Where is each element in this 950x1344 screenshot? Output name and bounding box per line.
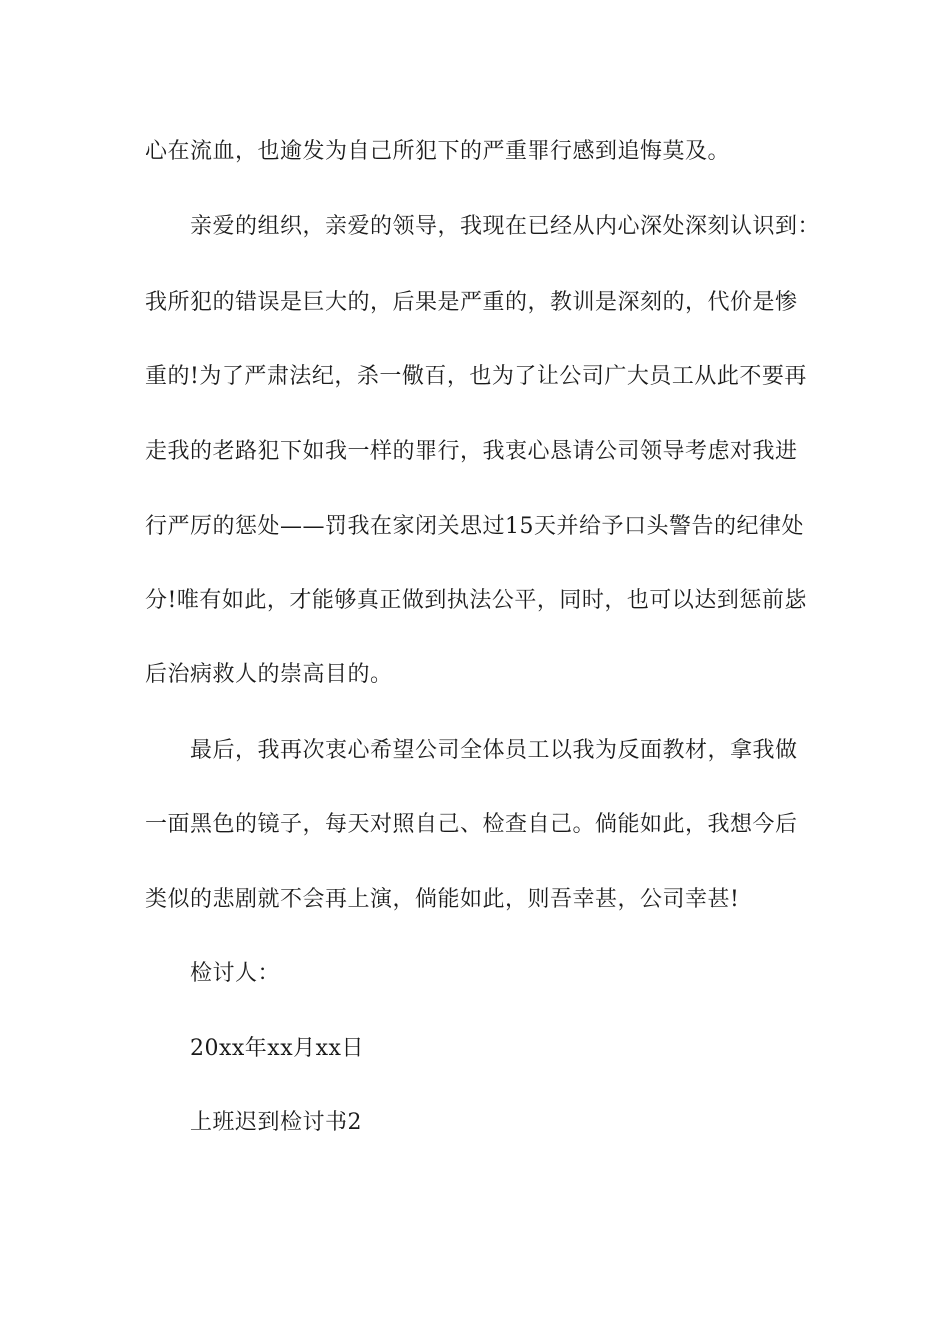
paragraph-line: 类似的悲剧就不会再上演，倘能如此，则吾幸甚，公司幸甚! [145, 887, 740, 912]
paragraph-line: 后治病救人的崇高目的。 [145, 662, 393, 687]
paragraph-line: 行严厉的惩处——罚我在家闭关思过15天并给予口头警告的纪律处 [145, 514, 804, 539]
section-heading: 上班迟到检讨书2 [190, 1110, 362, 1135]
paragraph-line: 重的!为了严肃法纪，杀一儆百，也为了让公司广大员工从此不要再 [145, 364, 807, 389]
date-line: 20xx年xx月xx日 [190, 1036, 364, 1061]
paragraph-line: 心在流血，也逾发为自己所犯下的严重罪行感到追悔莫及。 [145, 139, 731, 164]
paragraph-line: 我所犯的错误是巨大的，后果是严重的，教训是深刻的，代价是惨 [145, 290, 798, 315]
paragraph-line: 最后，我再次衷心希望公司全体员工以我为反面教材，拿我做 [190, 738, 798, 763]
paragraph-line: 一面黑色的镜子，每天对照自己、检查自己。倘能如此，我想今后 [145, 812, 798, 837]
paragraph-line: 走我的老路犯下如我一样的罪行，我衷心恳请公司领导考虑对我进 [145, 439, 798, 464]
signature-label: 检讨人： [190, 961, 281, 986]
paragraph-line: 亲爱的组织，亲爱的领导，我现在已经从内心深处深刻认识到： [190, 214, 821, 239]
paragraph-line: 分!唯有如此，才能够真正做到执法公平，同时，也可以达到惩前毖 [145, 588, 807, 613]
